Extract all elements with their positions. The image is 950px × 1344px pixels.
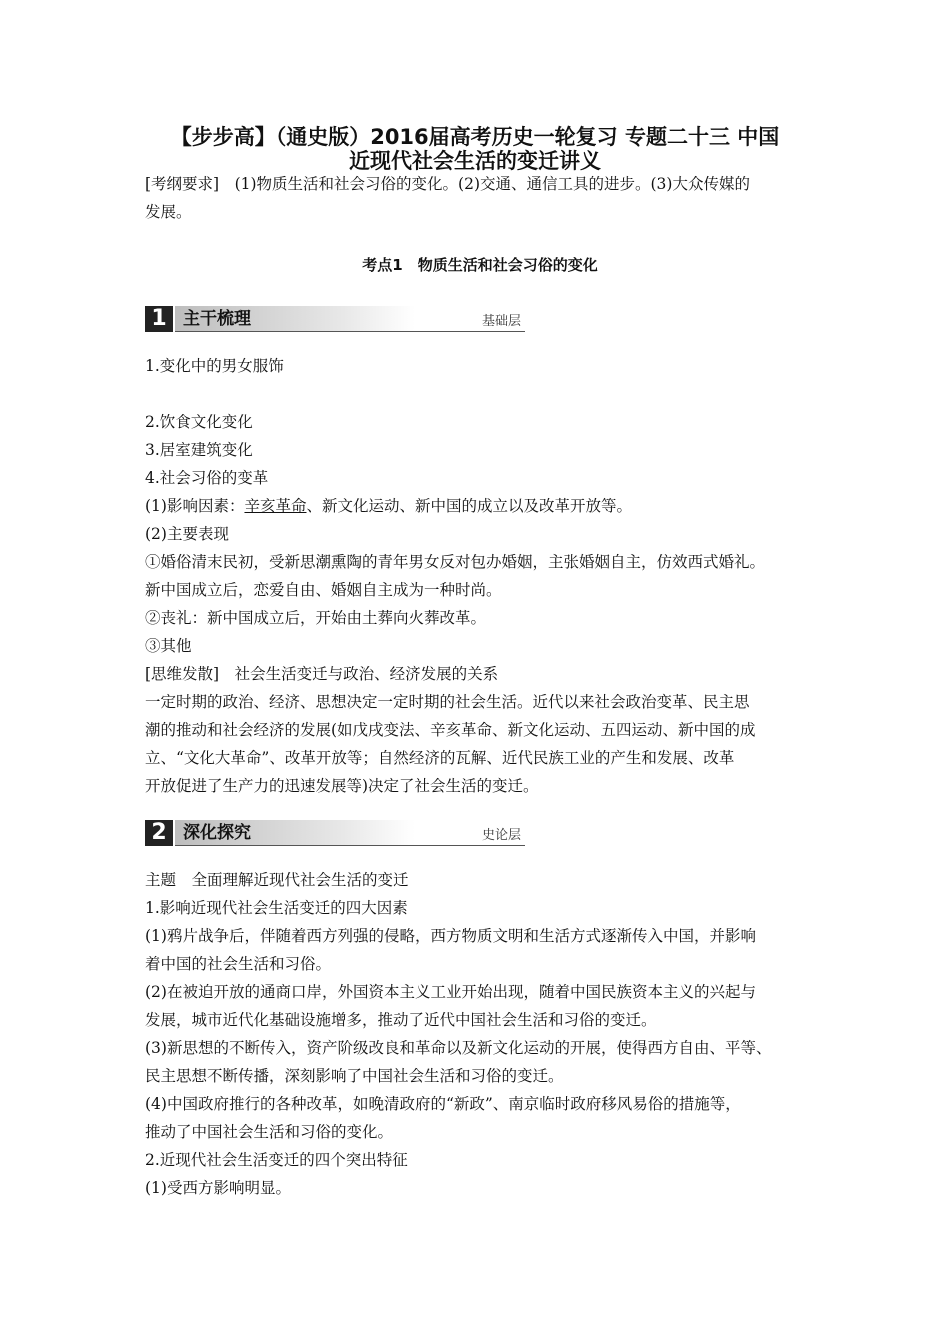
funeral-line: ②丧礼：新中国成立后，开始由土葬向火葬改革。 xyxy=(145,609,487,627)
sub-item-1-prefix: (1)影响因素： xyxy=(145,497,245,515)
banner-label: 主干梳理 xyxy=(183,309,251,329)
feature-1: (1)受西方影响明显。 xyxy=(145,1179,291,1197)
thinking-line-1: 一定时期的政治、经济、思想决定一定时期的社会生活。近代以来社会政治变革、民主思 xyxy=(145,693,750,711)
thinking-line-3: 立、“文化大革命”、改革开放等；自然经济的瓦解、近代民族工业的产生和发展、改革 xyxy=(145,749,735,767)
banner-deep-inquiry xyxy=(145,820,525,846)
sub-item-1-rest: 、新文化运动、新中国的成立以及改革开放等。 xyxy=(306,497,632,515)
sub-item-1 xyxy=(145,492,815,520)
factor-1-line-2: 着中国的社会生活和习俗。 xyxy=(145,955,332,973)
exam-requirements xyxy=(145,170,815,226)
banner-label: 深化探究 xyxy=(183,823,251,843)
item-4: 4.社会习俗的变革 xyxy=(145,469,269,487)
factor-3-line-1: (3)新思想的不断传入，资产阶级改良和革命以及新文化运动的开展，使得西方自由、平等、 xyxy=(145,1039,772,1057)
banner-rule xyxy=(175,331,525,332)
thinking-line-4: 开放促进了生产力的迅速发展等)决定了社会生活的变迁。 xyxy=(145,777,539,795)
heading-factors: 1.影响近现代社会生活变迁的四大因素 xyxy=(145,899,408,917)
banner-number: 1 xyxy=(145,306,173,332)
banner-number: 2 xyxy=(145,820,173,846)
sub-item-1-underlined: 辛亥革命 xyxy=(244,497,307,515)
factor-4-line-2: 推动了中国社会生活和习俗的变化。 xyxy=(145,1123,394,1141)
part-1-content xyxy=(145,352,815,800)
item-1: 1.变化中的男女服饰 xyxy=(145,357,284,375)
document-title-line-2: 近现代社会生活的变迁讲义 xyxy=(349,149,601,173)
item-2: 2.饮食文化变化 xyxy=(145,413,253,431)
banner-main-review xyxy=(145,306,525,332)
marriage-line-1: ①婚俗清末民初，受新思潮熏陶的青年男女反对包办婚姻，主张婚姻自主，仿效西式婚礼。 xyxy=(145,553,766,571)
theme-line: 主题 全面理解近现代社会生活的变迁 xyxy=(145,871,409,889)
marriage-line-2: 新中国成立后，恋爱自由、婚姻自主成为一种时尚。 xyxy=(145,581,502,599)
thinking-line-2: 潮的推动和社会经济的发展(如戊戌变法、辛亥革命、新文化运动、五四运动、新中国的成 xyxy=(145,721,756,739)
item-3: 3.居室建筑变化 xyxy=(145,441,253,459)
other-line: ③其他 xyxy=(145,637,192,655)
banner-tag: 史论层 xyxy=(481,828,521,843)
document-title-line-1: 【步步高】（通史版）2016届高考历史一轮复习 专题二十三 中国 xyxy=(170,125,780,149)
factor-2-line-1: (2)在被迫开放的通商口岸，外国资本主义工业开始出现，随着中国民族资本主义的兴起与 xyxy=(145,983,756,1001)
part-2-content xyxy=(145,866,815,1202)
thinking-heading: [思维发散] 社会生活变迁与政治、经济发展的关系 xyxy=(145,665,499,683)
sub-item-2: (2)主要表现 xyxy=(145,525,229,543)
banner-tag: 基础层 xyxy=(481,314,521,329)
factor-1-line-1: (1)鸦片战争后，伴随着西方列强的侵略，西方物质文明和生活方式逐渐传入中国，并影响 xyxy=(145,927,756,945)
section-title: 考点1 物质生活和社会习俗的变化 xyxy=(362,256,598,274)
requirements-line-1: [考纲要求] (1)物质生活和社会习俗的变化。(2)交通、通信工具的进步。(3)大众传媒的 xyxy=(145,175,750,193)
factor-3-line-2: 民主思想不断传播，深刻影响了中国社会生活和习俗的变迁。 xyxy=(145,1067,564,1085)
factor-2-line-2: 发展，城市近代化基础设施增多，推动了近代中国社会生活和习俗的变迁。 xyxy=(145,1011,657,1029)
factor-4-line-1: (4)中国政府推行的各种改革，如晚清政府的“新政”、南京临时政府移风易俗的措施等， xyxy=(145,1095,741,1113)
requirements-line-2: 发展。 xyxy=(145,203,192,221)
blank-line xyxy=(145,380,815,408)
heading-features: 2.近现代社会生活变迁的四个突出特征 xyxy=(145,1151,408,1169)
banner-rule xyxy=(175,845,525,846)
